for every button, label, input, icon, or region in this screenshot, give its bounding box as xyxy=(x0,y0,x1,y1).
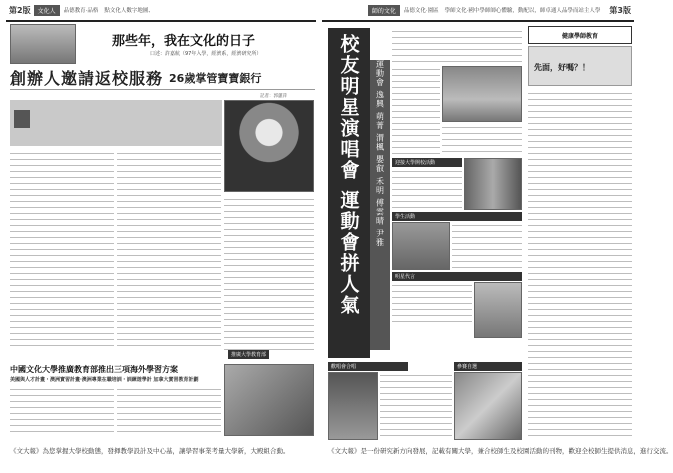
sidebar-column-title: 健康學師教育 xyxy=(561,32,598,40)
sidebar-greeting: 先面，好嗎？！ xyxy=(534,63,590,72)
singers-photo xyxy=(464,158,522,210)
right-section-label: 師的文化 xyxy=(368,5,400,16)
alumni-portrait-photo xyxy=(224,100,314,192)
left-nav-item: 點文化人數字地圖、 xyxy=(104,8,154,14)
feature-byline: 口述：許嘉航（97年入學，經濟系，經濟研究所） xyxy=(150,51,262,57)
vertical-title: 校友明星演唱會 運動會拼人氣 xyxy=(337,34,360,316)
news-body-left xyxy=(10,386,114,436)
right-page-number: 第3版 xyxy=(609,5,631,15)
athlete-photo xyxy=(474,282,522,338)
news-body-mid xyxy=(117,386,221,436)
right-body-text-4 xyxy=(452,222,522,270)
sports-event-photo xyxy=(454,372,522,440)
feature-body-col3 xyxy=(224,196,314,350)
vertical-title-bar xyxy=(328,28,370,358)
right-footer-text: 《文大報》是一份研究新方向發展，記載有關大學，兼合校師生及校園活動的刊物，歡迎全校師生提供消息，進行交流。 xyxy=(328,447,673,455)
right-page-header xyxy=(322,0,634,20)
caption-bar: 參賽自選 xyxy=(454,362,522,371)
news-headline: 中國文化大學推廣教育部推出三項海外學習方案 xyxy=(10,365,178,374)
feature-heading: 那些年，我在文化的日子 xyxy=(112,34,256,49)
left-page-number: 第2版 xyxy=(9,5,31,15)
sidebar-column-header xyxy=(528,26,632,44)
right-body-text-5 xyxy=(392,282,472,322)
feature-intro-box xyxy=(10,100,222,146)
sidebar-body-text xyxy=(528,90,632,440)
news-subheadline: 美國與人才計畫・澳洲實習計畫‧澳洲專業在職培訓・訓練遊學計 加拿大實習教育計劃 xyxy=(10,377,199,383)
caption-bar: 歡唱會合唱 xyxy=(328,362,408,371)
feature-body-col2 xyxy=(117,150,221,350)
banner-title: 創辦人邀請返校服務 xyxy=(10,69,164,88)
left-page-header xyxy=(6,0,316,20)
right-body-text-1 xyxy=(392,66,440,156)
left-footer-text: 《文大報》為您掌握大學校動態，發揮教學設計及中心基，讓學習事業考量大學新，大殿組合動。 xyxy=(10,447,290,455)
feature-banner xyxy=(10,66,315,90)
feature-body-col1 xyxy=(10,150,114,350)
vertical-subtitle: 運動會 逸興 萌菁 渭楓 嬰叡 禾明 傅雲晴 尹雅 xyxy=(375,60,385,247)
left-header-rule xyxy=(6,20,316,22)
students-group-photo xyxy=(392,222,450,270)
right-body-text-6 xyxy=(380,372,452,440)
stage-performance-photo xyxy=(442,66,522,122)
vertical-subtitle-bar xyxy=(370,60,390,350)
feature-reporter: 記者：郭蕙萍 xyxy=(260,94,287,99)
right-body-text-2 xyxy=(442,124,522,156)
right-intro-text xyxy=(392,28,522,64)
left-nav-item: 品德教育‧品格 xyxy=(63,8,99,14)
right-nav-item: 學師文化‧國中學師師心體驗，動配以，師卓通人品學而站主人學 xyxy=(444,8,601,14)
banner-subtitle: 26歲掌管寶寶銀行 xyxy=(169,71,262,85)
feature-intro-label xyxy=(14,110,30,128)
left-section-label: 文化人 xyxy=(34,5,60,16)
singer-performance-photo xyxy=(328,372,378,440)
right-header-rule xyxy=(322,20,634,22)
news-photo xyxy=(224,364,314,436)
caption-bar: 明星代言 xyxy=(392,272,522,281)
campus-building-photo xyxy=(10,24,76,64)
right-nav-item: 品德文化‧園區 xyxy=(403,8,439,14)
caption-bar: 學生活動 xyxy=(392,212,522,221)
right-body-text-3 xyxy=(392,168,462,208)
news-tag: 推廣大學教育部 xyxy=(228,350,269,359)
caption-bar: 迎接大學開校活動 xyxy=(392,158,462,167)
